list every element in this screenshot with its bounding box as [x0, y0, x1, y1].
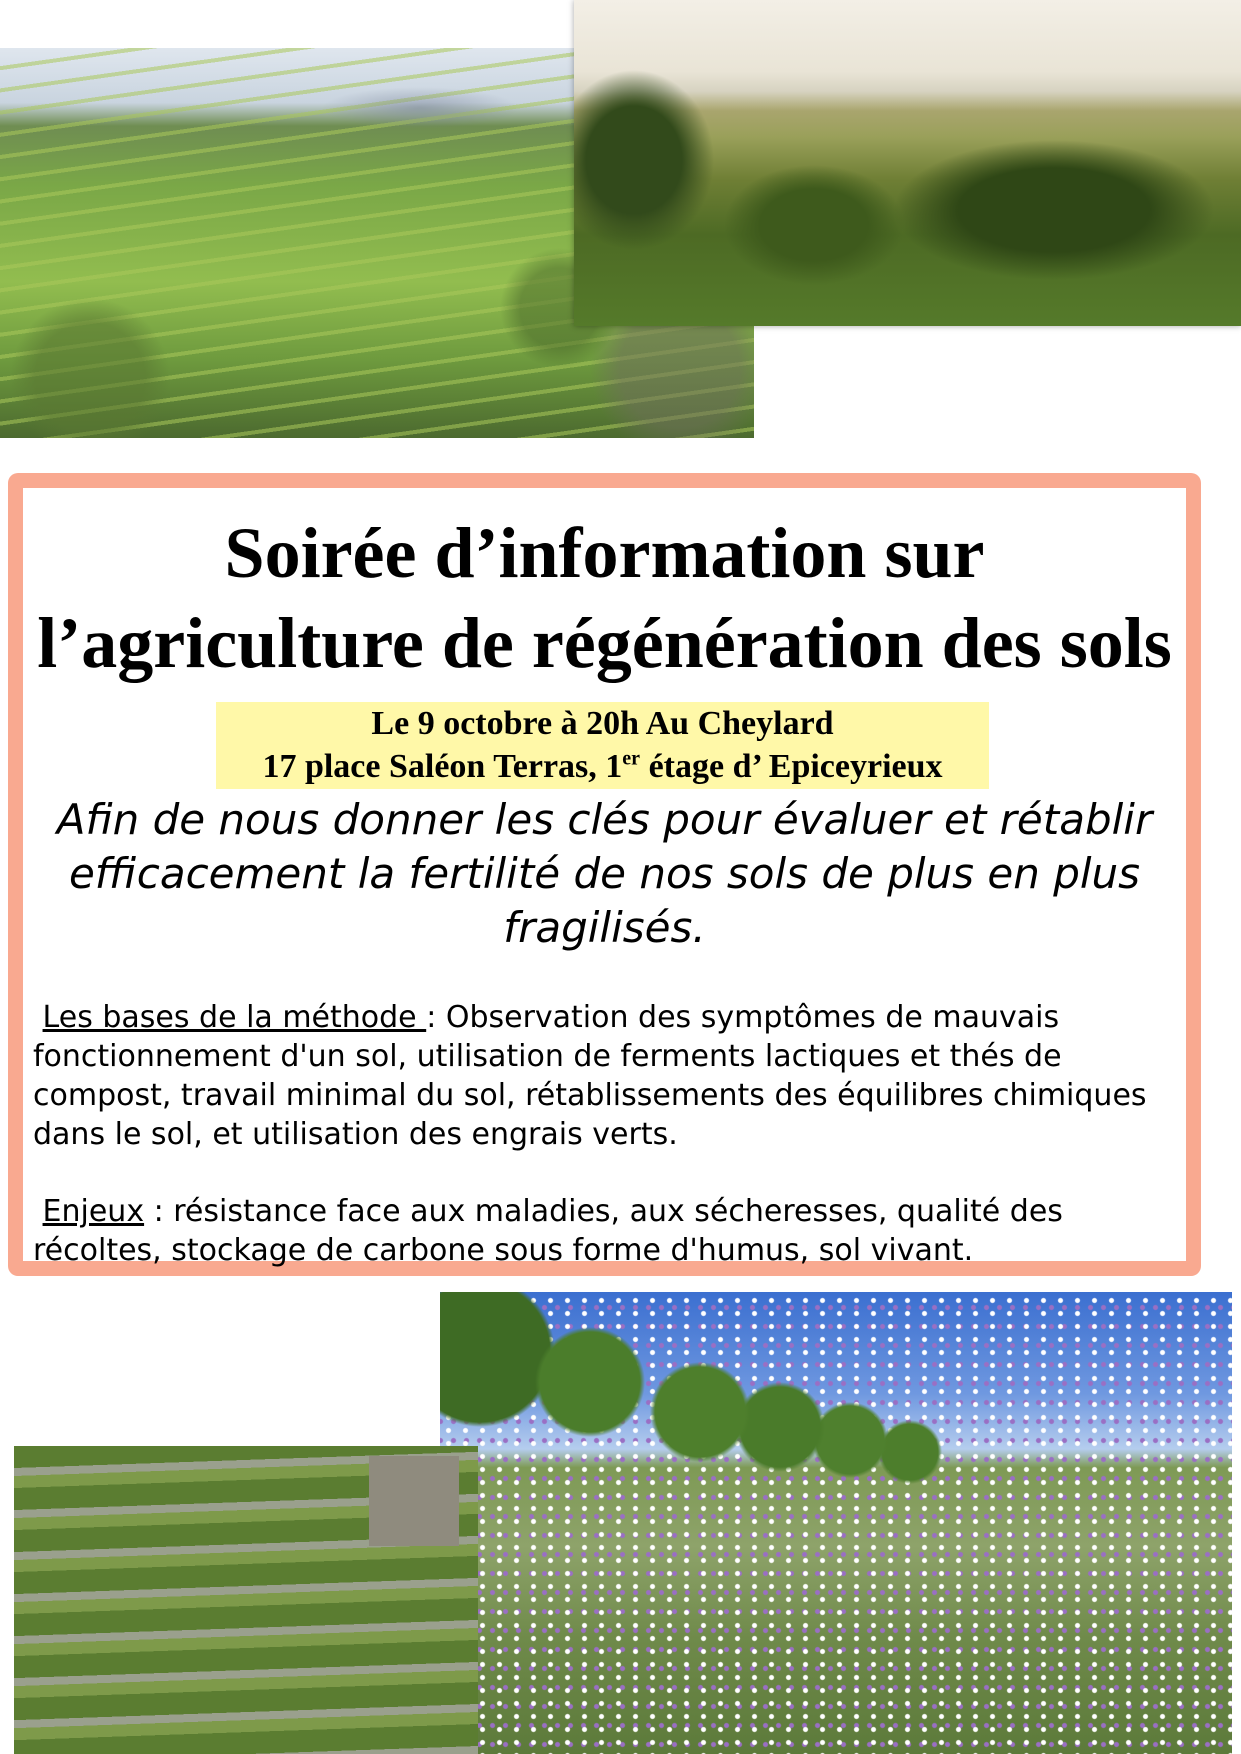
stone-house-terraces-photo [14, 1446, 478, 1754]
event-title-line-2: l’agriculture de régénération des sols [37, 603, 1172, 683]
methode-label: Les bases de la méthode [42, 1000, 427, 1035]
flower-meadow-photo [440, 1292, 1232, 1754]
address-end: étage d’ Epiceyrieux [640, 748, 943, 785]
event-title [23, 508, 1186, 688]
event-details-highlight [216, 702, 989, 789]
methode-text: : Observation des symptômes de mauvais fonctionnement d'un sol, utilisation de ferments lactiques et thés de compost, travail minimal du sol, rétablissements des équilibres chimiques dans le sol, et utilisation des engrais verts. [33, 1000, 1147, 1152]
event-title-line-1: Soirée d’information sur [224, 513, 985, 593]
floor-suffix: er [622, 747, 641, 770]
event-date-location: Le 9 octobre à 20h Au Cheylard [371, 705, 834, 742]
enjeux-label: Enjeux [42, 1194, 145, 1229]
sunset-hills-photo [574, 0, 1241, 326]
enjeux-text: : résistance face aux maladies, aux sécheresses, qualité des récoltes, stockage de carbone sous forme d'humus, sol vivant. [33, 1194, 1063, 1268]
methode-paragraph [33, 998, 1193, 1154]
address-start: 17 place Saléon Terras, 1 [262, 748, 623, 785]
info-card [8, 473, 1201, 1276]
enjeux-paragraph [33, 1192, 1193, 1270]
event-address [216, 745, 989, 788]
intro-text: Afin de nous donner les clés pour évaluer et rétablir efficacement la fertilité de nos sols de plus en plus fragilisés. [56, 795, 1153, 952]
